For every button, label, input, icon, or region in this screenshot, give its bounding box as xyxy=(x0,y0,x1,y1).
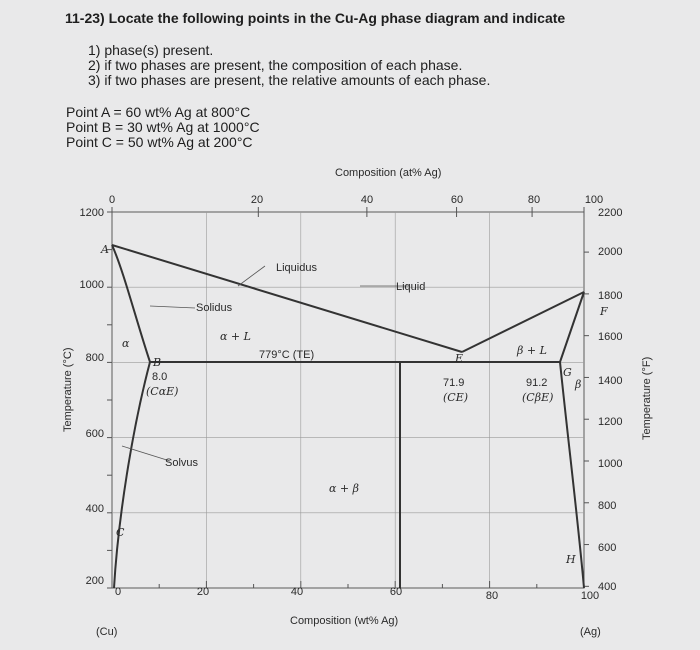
plot-frame xyxy=(112,212,584,588)
celsius-tick: 400 xyxy=(85,503,104,515)
fahrenheit-tick: 1000 xyxy=(598,458,623,470)
fahrenheit-tick: 1400 xyxy=(598,375,623,387)
solidus-leader xyxy=(150,306,195,308)
celsius-tick: 1000 xyxy=(79,279,104,291)
point-f-label: F xyxy=(600,305,608,318)
wt-tick: 100 xyxy=(580,590,600,602)
top-axis-title: Composition (at% Ag) xyxy=(335,167,442,179)
grid-lines xyxy=(112,212,584,588)
fahrenheit-tick: 2200 xyxy=(598,207,623,219)
fahrenheit-tick: 600 xyxy=(598,542,617,554)
at-tick: 100 xyxy=(584,194,604,206)
liquidus-leader xyxy=(238,266,265,286)
task-item: 3) if two phases are present, the relative amounts of each phase. xyxy=(88,72,491,88)
alpha-liquid-label: α + L xyxy=(220,330,251,343)
at-tick: 80 xyxy=(527,194,541,206)
alpha-eutectic-comp: 8.0 xyxy=(152,371,168,383)
problem-title: 11-23) Locate the following points in the Cu-Ag phase diagram and indicate xyxy=(65,10,566,26)
y-axis-title-left: Temperature (°C) xyxy=(62,347,74,432)
fahrenheit-tick: 2000 xyxy=(598,246,623,258)
solidus-label: Solidus xyxy=(196,302,233,314)
point-g-label: G xyxy=(563,366,572,379)
wt-tick: 80 xyxy=(485,590,499,602)
point-item: Point C = 50 wt% Ag at 200°C xyxy=(66,134,253,150)
y-axis-title-right: Temperature (°F) xyxy=(641,356,653,440)
wt-tick: 40 xyxy=(290,586,304,598)
beta-eutectic-sub: (CβE) xyxy=(522,391,554,404)
fahrenheit-tick: 1800 xyxy=(598,290,623,302)
solidus-left xyxy=(112,245,150,362)
at-tick: 0 xyxy=(108,194,116,206)
point-c-label: C xyxy=(116,526,125,539)
cu-end-label: (Cu) xyxy=(96,626,118,638)
wt-tick: 0 xyxy=(114,586,122,598)
eutectic-temperature-label: 779°C (TE) xyxy=(259,349,315,361)
fahrenheit-tick: 1200 xyxy=(598,416,623,428)
liquid-label: Liquid xyxy=(396,281,426,293)
solvus-left xyxy=(114,362,150,588)
point-item: Point B = 30 wt% Ag at 1000°C xyxy=(66,119,260,135)
celsius-tick: 600 xyxy=(85,428,104,440)
wt-tick: 60 xyxy=(389,586,403,598)
point-a-label: A xyxy=(101,243,109,256)
solvus-label: Solvus xyxy=(165,457,199,469)
at-tick: 20 xyxy=(250,194,264,206)
fahrenheit-tick: 800 xyxy=(598,500,617,512)
beta-eutectic-comp: 91.2 xyxy=(526,377,548,389)
point-b-label: B xyxy=(153,356,162,369)
alpha-beta-label: α + β xyxy=(329,482,359,495)
point-item: Point A = 60 wt% Ag at 800°C xyxy=(66,104,251,120)
ag-end-label: (Ag) xyxy=(580,626,601,638)
celsius-tick: 200 xyxy=(85,575,104,587)
point-h-label: H xyxy=(566,553,576,566)
liquidus-label: Liquidus xyxy=(276,262,317,274)
celsius-tick: 800 xyxy=(85,352,104,364)
at-tick: 40 xyxy=(360,194,374,206)
beta-region-label: β xyxy=(575,378,582,391)
tick-marks xyxy=(107,207,589,588)
fahrenheit-tick: 400 xyxy=(598,581,617,593)
point-e-label: E xyxy=(455,352,464,365)
task-item: 2) if two phases are present, the composition of each phase. xyxy=(88,57,463,73)
alpha-eutectic-sub: (CαE) xyxy=(146,385,179,398)
x-axis-title: Composition (wt% Ag) xyxy=(290,615,399,627)
liquid-eutectic-comp: 71.9 xyxy=(443,377,465,389)
fahrenheit-tick: 1600 xyxy=(598,331,623,343)
at-tick: 60 xyxy=(450,194,464,206)
wt-tick: 20 xyxy=(196,586,210,598)
celsius-tick: 1200 xyxy=(79,207,104,219)
alpha-region-label: α xyxy=(122,337,130,350)
task-item: 1) phase(s) present. xyxy=(88,42,214,58)
liquid-eutectic-sub: (CE) xyxy=(443,391,469,404)
beta-liquid-label: β + L xyxy=(517,344,547,357)
